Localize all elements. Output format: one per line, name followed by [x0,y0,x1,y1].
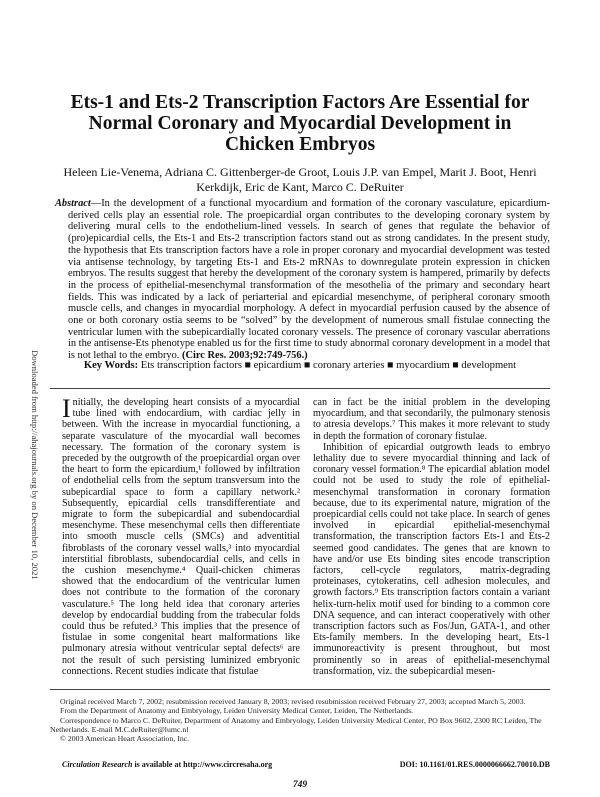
doi[interactable]: DOI: 10.1161/01.RES.0000066662.70010.DB [399,760,550,769]
download-watermark: Downloaded from http://ahajournals.org by on December 10, 2021 [30,350,40,580]
page-number: 749 [292,780,308,790]
drop-cap: I [62,394,71,423]
keywords [50,360,550,371]
footnote-correspondence: Correspondence to Marco C. DeRuiter, Department of Anatomy and Embryology, Leiden University Medical Center, PO Box 9602, 2300 RC Leiden, The Netherlands. E-mail M.C.deRuiter@lumc.nl [50,715,542,734]
body-column-left [62,394,300,677]
abstract-citation: (Circ Res. 2003;92:749-756.) [182,350,308,362]
author-list: Heleen Lie-Venema, Adriana C. Gittenberger-de Groot, Louis J.P. van Empel, Marit J. Boot, Henri Kerkdijk, Eric de Kant, Marco C. DeRuiter [63,165,537,194]
footnote-dates: Original received March 7, 2002; resubmission received January 8, 2003; revised resubmission received February 27, 2003; accepted March 5, 2003. [60,697,526,706]
journal-links [62,760,550,769]
paragraph: can in fact be the initial problem in the developing myocardium, and that secondarily, the pulmonary stenosis to atresia develops.⁷ This makes it more relevant to study in depth the formation of coronary fistulae. [313,397,550,442]
footnote-copyright: © 2003 American Heart Association, Inc. [60,734,190,744]
journal-name: Circulation Research [62,760,133,769]
body-column-right [313,397,550,677]
paragraph: Inhibition of epicardial outgrowth leads to embryo lethality due to severe myocardial thinning and lack of coronary vessel formation.⁸ The epicardial ablation model could not be used to study the role of epithelial-mesenchymal transformation in coronary formation because, due to its experimental nature, migration of the proepicardial cells could not take place. In search of genes involved in epicardial epithelial-mesenchymal transformation, the transcription factors Ets-1 and Ets-2 seemed good candidates. The genes that are known to have and/or use Ets binding sites encode transcription factors, cell-cycle regulators, matrix-degrading proteinases, cytokeratins, cell adhesion molecules, and growth factors.⁹ Ets transcription factors contain a variant helix-turn-helix motif used for binding to a common core DNA sequence, and can interact cooperatively with other transcription factors such as Fos/Jun, GATA-1, and other Ets-family members. In the developing heart, Ets-1 immunoreactivity is present throughout, but most prominently so in areas of epithelial-mesenchymal transformation, viz. the subepicardial mesen- [313,441,550,677]
paragraph: nitially, the developing heart consists of a myocardial tube lined with endocardium, with cardiac jelly in between. With the increase in myocardial functioning, a separate vasculature of the myocardial wall becomes necessary. The formation of the coronary system is preceded by the outgrowth of the proepicardial organ over the heart to form the epicardium,¹ followed by infiltration of endothelial cells from the septum transversum into the subepicardial space to form a capillary network.² Subsequently, epicardial cells transdifferentiate and migrate to form the subepicardial and subendocardial mesenchyme. These mesenchymal cells then differentiate into smooth muscle cells (SMCs) and adventitial fibroblasts of the coronary vessel walls,³ into myocardial interstitial fibroblasts, subendocardial cells, and cells in the cushion mesenchyme.⁴ Quail-chicken chimeras showed that the endocardium of the ventricular lumen does not contribute to the formation of the coronary vasculature.⁵ The long held idea that coronary arteries develop by endocardial budding from the trabecular folds could thus be refuted.³ This implies that the presence of fistulae in some congenital heart malformations like pulmonary atresia without ventricular septal defects⁶ are not the result of such persisting luminized embryonic connections. Recent studies indicate that fistulae [62,397,300,677]
footnotes [50,697,550,743]
abstract [55,198,550,362]
abstract-text: —In the development of a functional myocardium and formation of the coronary vasculature, epicardium-derived cells play an essential role. The proepicardial organ contributes to the developing coronary system by delivering mural cells to the endothelium-lined vessels. In search of genes that regulate the behavior of (pro)epicardial cells, the Ets-1 and Ets-2 transcription factors stand out as strong candidates. In the present study, the hypothesis that Ets transcription factors have a role in proper coronary and myocardial development was tested via antisense technology, by targeting Ets-1 and Ets-2 mRNAs to downregulate protein expression in chicken embryos. The results suggest that hereby the development of the coronary system is hampered, primarily by defects in the process of epithelial-mesenchymal transformation of the mesothelia of the primary and secondary heart fields. This was indicated by a lack of periarterial and epicardial mesenchyme, of peripheral coronary smooth muscle cells, and changes in myocardial morphology. A defect in myocardial perfusion caused by the absence of one or both coronary ostia seems to be “solved” by the development of numerous small fistulae connecting the ventricular lumen with the subepicardially located coronary vessels. The presence of coronary vascular aberrations in the antisense-Ets phenotype enabled us for the first time to study abnormal coronary development in a model that is not lethal to the embryo. [68,198,550,362]
article-title: Ets-1 and Ets-2 Transcription Factors Are Essential for Normal Coronary and Myocardial Development in Chicken Embryos [70,92,530,155]
keywords-text: Ets transcription factors ■ epicardium ■ coronary arteries ■ myocardium ■ development [140,360,517,371]
header-divider [50,388,550,389]
availability-note [62,760,272,769]
abstract-label: Abstract [55,198,91,209]
footnote-affiliation: From the Department of Anatomy and Embryology, Leiden University Medical Center, Leiden, The Netherlands. [60,706,414,716]
journal-url[interactable]: is available at http://www.circresaha.org [132,760,273,769]
footnote-divider [50,689,550,690]
keywords-label: Key Words: [83,360,139,371]
